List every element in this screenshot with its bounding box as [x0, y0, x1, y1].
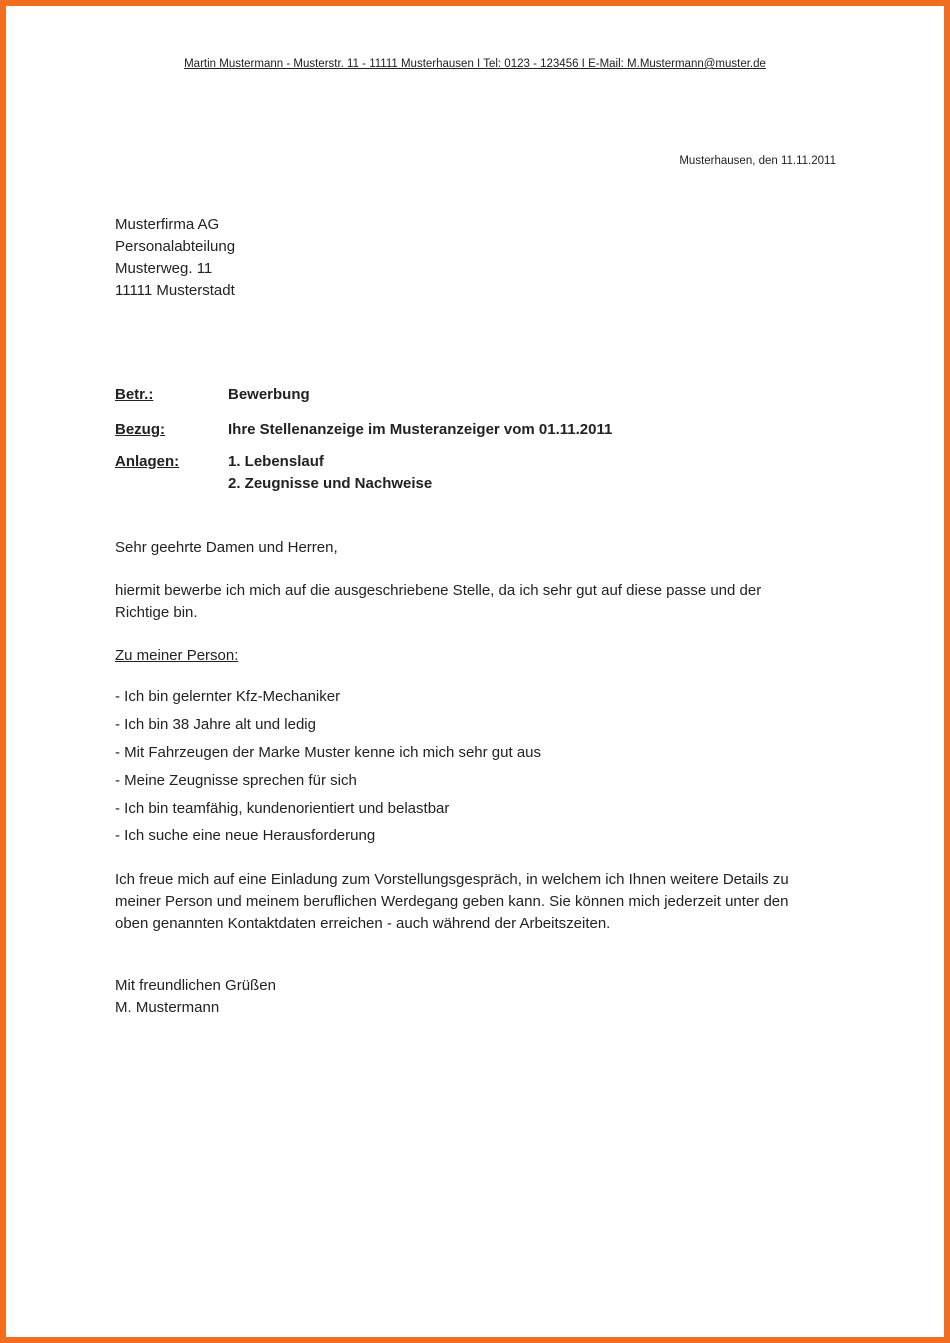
signature-name: M. Mustermann [115, 999, 220, 1016]
recipient-address [115, 214, 235, 302]
ref-bezug-label: Bezug: [115, 421, 165, 438]
intro-line-2: Richtige bin. [115, 604, 198, 621]
list-item: - Ich bin gelernter Kfz-Mechaniker [115, 688, 341, 705]
recipient-street: Musterweg. 11 [115, 260, 213, 277]
list-item: - Ich bin 38 Jahre alt und ledig [115, 716, 316, 733]
sign-off [115, 975, 276, 1019]
ref-betr-label: Betr.: [115, 386, 154, 403]
closing-line-1: Ich freue mich auf eine Einladung zum Vorstellungsgespräch, in welchem ich Ihnen weitere Details zu [115, 871, 789, 888]
salutation: Sehr geehrte Damen und Herren, [115, 539, 338, 556]
closing-line-3: oben genannten Kontaktdaten erreichen - auch während der Arbeitszeiten. [115, 915, 611, 932]
intro-line-1: hiermit bewerbe ich mich auf die ausgeschriebene Stelle, da ich sehr gut auf diese passe und der [115, 582, 762, 599]
ref-anlagen-item-1: 1. Lebenslauf [228, 453, 324, 470]
closing-line-2: meiner Person und meinem beruflichen Werdegang geben kann. Sie können mich jederzeit unter den [115, 893, 789, 910]
ref-anlagen-label: Anlagen: [115, 453, 180, 470]
recipient-company: Musterfirma AG [115, 216, 220, 233]
closing-paragraph [115, 869, 789, 935]
list-item: - Mit Fahrzeugen der Marke Muster kenne ich mich sehr gut aus [115, 744, 542, 761]
date-line: Musterhausen, den 11.11.2011 [679, 155, 836, 167]
recipient-city: 11111 Musterstadt [115, 282, 235, 299]
intro-paragraph [115, 580, 761, 624]
person-heading: Zu meiner Person: [115, 647, 239, 664]
list-item: - Ich bin teamfähig, kundenorientiert und belastbar [115, 800, 450, 817]
list-item: - Ich suche eine neue Herausforderung [115, 827, 376, 844]
sender-line: Martin Mustermann - Musterstr. 11 - 11111 Musterhausen I Tel: 0123 - 123456 I E-Mail: M.Mustermann@muster.de [184, 58, 766, 70]
sign-off-greeting: Mit freundlichen Grüßen [115, 977, 276, 994]
ref-bezug-value: Ihre Stellenanzeige im Musteranzeiger vom 01.11.2011 [228, 421, 613, 438]
recipient-department: Personalabteilung [115, 238, 236, 255]
ref-anlagen-item-2: 2. Zeugnisse und Nachweise [228, 475, 433, 492]
ref-betr-value: Bewerbung [228, 386, 310, 403]
list-item: - Meine Zeugnisse sprechen für sich [115, 772, 357, 789]
